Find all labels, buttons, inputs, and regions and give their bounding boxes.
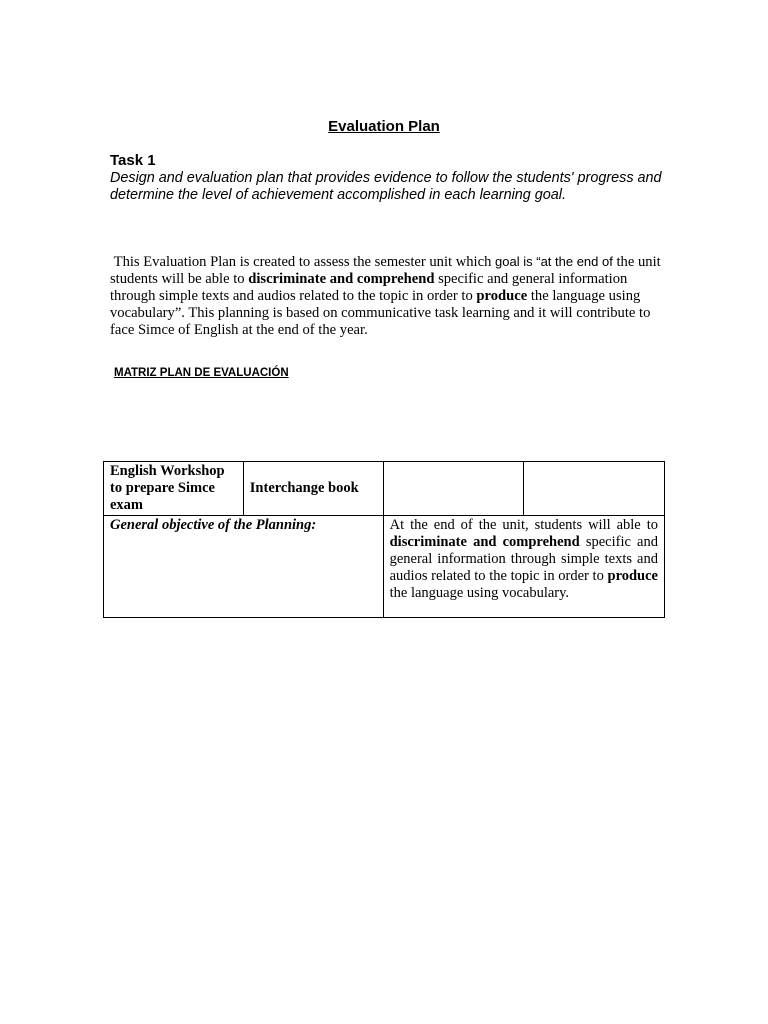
task-section	[110, 152, 670, 204]
objective-text-1: At the end of the unit, students will able to	[389, 517, 658, 533]
objective-bold-1: discriminate and comprehend	[389, 534, 580, 550]
table-cell-objective-text	[383, 516, 664, 618]
table-cell-empty	[524, 462, 665, 516]
intro-text-3: the unit students will be able to	[110, 254, 661, 287]
intro-text-5: the language using vocabulary”. This planning is based on communicative task learning and it will contribute to face Simce of English at the end of the year.	[110, 288, 651, 338]
intro-bold-2: produce	[476, 288, 528, 304]
table-row	[104, 516, 665, 618]
intro-bold-1: discriminate and comprehend	[248, 271, 435, 287]
table-cell-book: Interchange book	[243, 462, 383, 516]
intro-text-1: This Evaluation Plan is created to assess the semester unit which	[113, 254, 496, 270]
document-title: Evaluation Plan	[328, 118, 440, 135]
objective-text-2: specific and general information through simple texts and audios related to the topic in order to	[389, 534, 658, 584]
evaluation-table	[103, 461, 665, 618]
objective-bold-2: produce	[607, 568, 658, 584]
table-cell-empty	[383, 462, 524, 516]
matrix-heading: MATRIZ PLAN DE EVALUACIÓN	[114, 367, 289, 379]
intro-text-2: goal is “at the end of	[495, 254, 613, 269]
task-description: Design and evaluation plan that provides evidence to follow the students' progress and determine the level of achievement accomplished in each learning goal.	[110, 170, 662, 203]
table-row	[104, 462, 665, 516]
intro-text-4: specific and general information through simple texts and audios related to the topic in order to	[110, 271, 628, 304]
table-cell-workshop: English Workshop to prepare Simce exam	[104, 462, 244, 516]
task-heading: Task 1	[110, 152, 156, 169]
table-cell-objective-label: General objective of the Planning:	[104, 516, 384, 618]
intro-paragraph	[110, 253, 670, 339]
objective-text-3: the language using vocabulary.	[389, 585, 570, 601]
